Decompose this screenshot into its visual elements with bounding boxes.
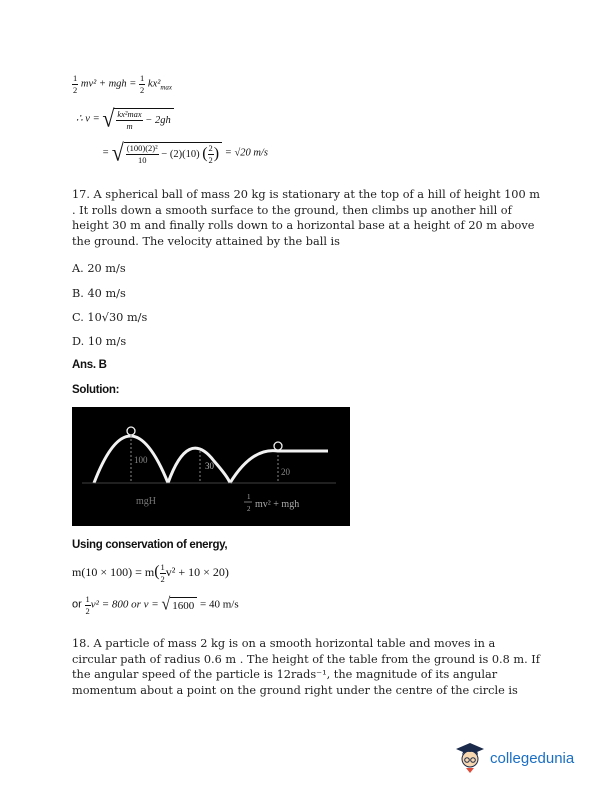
ball-end <box>274 442 282 450</box>
answer-label: Ans. B <box>72 359 107 371</box>
velocity-substitution-line: = √ $\frac{\text{(100)(2)²}}{10}$ − (2)(10) ( $\frac{2}{2}$ ) = √20 m/s <box>102 138 268 167</box>
fraction: $\frac{1}{2}$ <box>140 73 145 95</box>
label-30: 30 <box>205 461 214 471</box>
graduate-icon <box>452 739 592 775</box>
sqrt: √ $\frac{\text{(100)(2)²}}{10}$ − (2)(10) ( $\frac{2}{2}$ ) <box>112 142 222 164</box>
sqrt: √ 1600 <box>161 597 197 613</box>
ball-top <box>127 427 135 435</box>
solution-heading: Using conservation of energy, <box>72 539 228 551</box>
option-c: C. 10√30 m/s <box>72 311 148 324</box>
label-half-den: 2 <box>247 505 251 513</box>
fraction: $\frac{1}{2}$ <box>160 562 165 584</box>
option-b: B. 40 m/s <box>72 287 126 300</box>
label-100: 100 <box>134 455 148 465</box>
hills-diagram <box>72 407 350 526</box>
question-17-text: 17. A spherical ball of mass 20 kg is stationary at the top of a hill of height 100 m . It rolls down a smooth surface to the ground, then climbs up another hill of height 30 m and finally rolls down to a horizontal base at a height of 20 m above the ground. The velocity attained by the ball is <box>72 188 540 248</box>
solution-label: Solution: <box>72 384 120 396</box>
fraction: $\frac{\text{kx²max}}{m}$ <box>117 109 142 131</box>
velocity-equation-line: ∴ v = √ $\frac{\text{kx²max}}{m}$ − 2gh <box>76 108 174 130</box>
collegedunia-logo <box>452 739 592 775</box>
label-20: 20 <box>281 467 290 477</box>
label-half-num: 1 <box>247 493 251 501</box>
conservation-equation: m(10 × 100) = m( $\frac{1}{2}$ v² + 10 × 20) <box>72 562 229 584</box>
fraction: $\frac{1}{2}$ <box>73 73 78 95</box>
energy-equation-line: $\frac{1}{2}$ mv² + mgh = $\frac{1}{2}$ $kx^2_{max}$ <box>73 73 173 95</box>
fraction: $\frac{\text{(100)(2)²}}{10}$ <box>126 143 158 165</box>
option-d: D. 10 m/s <box>72 335 127 348</box>
velocity-result-equation: or $\frac{1}{2}$ v² = 800 or v = √ 1600 = 40 m/s <box>72 594 239 616</box>
sqrt: √ $\frac{\text{kx²max}}{m}$ − 2gh <box>102 108 173 130</box>
brand-name: collegedunia <box>490 750 575 767</box>
label-mv2-mgh: mv² + mgh <box>255 499 300 510</box>
question-18-text: 18. A particle of mass 2 kg is on a smooth horizontal table and moves in a circular path of radius 0.6 m . The height of the table from the ground is 0.8 m. If the angular speed of the particle is 12rads⁻¹, the magnitude of its angular momentum about a point on the ground right under the centre of the circle is <box>72 637 540 697</box>
hills-energy-figure <box>72 407 350 526</box>
fraction: $\frac{1}{2}$ <box>85 594 90 616</box>
option-a: A. 20 m/s <box>72 262 126 275</box>
label-mgh-left: mgH <box>136 496 156 507</box>
